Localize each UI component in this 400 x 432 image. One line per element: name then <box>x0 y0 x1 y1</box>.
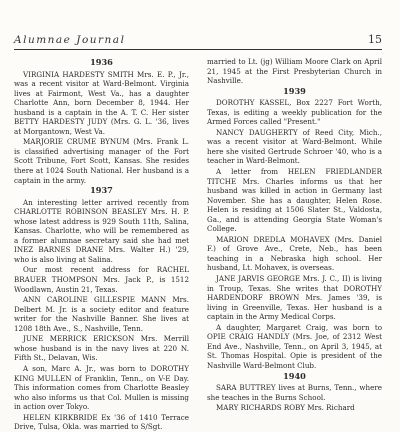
class-year-heading: 1940 <box>283 370 306 381</box>
alumnae-note: DOROTHY KASSEL, Box 2227 Fort Worth, Texas, is editing a weekly publication for the Armed Forces called "Present." <box>207 98 382 127</box>
page-header <box>14 26 382 46</box>
header-rule <box>14 49 382 50</box>
text-columns <box>14 57 388 432</box>
alumnae-note: MARY RICHARDS ROBY Mrs. Richard <box>216 403 355 413</box>
alumnae-note-continued: married to Lt. (jg) William Moore Clark on April 21, 1945 at the First Presbyterian Church in Nashville. <box>207 57 382 86</box>
page-number: 15 <box>368 33 382 46</box>
alumnae-note: A son, Marc A. Jr., was born to DOROTHY KING MULLEN of Franklin, Tenn., on V-E Day. This information comes from Charlotte Beasley who also informs us that Col. Mullen is missing in action over Tokyo. <box>14 363 189 412</box>
class-year-heading: 1936 <box>90 57 113 67</box>
alumnae-note: MARJORIE CRUME BYNUM (Mrs. Frank L. is classified advertising manager of the Fort Scott Tribune, Fort Scott, Kansas. She resides there at 1024 South National. Her husband is a captain in the army. <box>14 137 189 185</box>
alumnae-note: HELEN KIRKBRIDE Ex '36 of 1410 Terrace Drive, Tulsa, Okla. was married to S/Sgt. <box>14 412 189 432</box>
alumnae-note: VIRGINIA HARDESTY SMITH Mrs. E. P., Jr., was a recent visitor at Ward-Belmont. Virginia lives at Fairmont, West Va., has a daughter Charlotte Ann, born December 8, 1944. Her husband is a captain in the A. T. C. Her sister BETTY HARDESTY JUDY (Mrs. G. L. '36, lives at Morgantown, West Va. <box>14 69 189 136</box>
left-column <box>14 57 189 432</box>
alumnae-note: SARA BUTTREY lives at Burns, Tenn., where she teaches in the Burns School. <box>207 383 382 402</box>
class-year-heading: 1939 <box>283 85 306 96</box>
alumnae-note: JUNE MERRICK ERICKSON Mrs. Merrill whose husband is in the navy lives at 220 N. Fifth St., Delavan, Wis. <box>14 334 189 363</box>
journal-title: Alumnae Journal <box>14 34 126 46</box>
alumnae-note: A daughter, Margaret Craig, was born to OPIE CRAIG HANDLY (Mrs. Joe, of 2312 West End Ave., Nashville, Tenn., on April 3, 1945, at St. Thomas Hospital. Opie is president of the Nashville Ward-Belmont Club. <box>207 322 382 370</box>
alumnae-note: JANE JARVIS GEORGE Mrs. J. C., II) is living in Troup, Texas. She writes that DOROTHY HARDENDORF BROWN Mrs. James '39, is living in Greenville, Texas. Her husband is a captain in the Army Medical Corps. <box>207 274 382 322</box>
alumnae-note: Our most recent address for RACHEL BRAUER THOMPSON Mrs. Jack P., is 1512 Woodlawn, Austin 21, Texas. <box>14 265 189 294</box>
alumnae-note: A letter from HELEN FRIEDLANDER TITCHE Mrs. Charles informs us that her husband was killed in action in Germany last November. She has a daughter, Helen Rose. Helen is residing at 1506 Slater St., Valdosta, Ga., and is attending Georgia State Woman's College. <box>207 167 382 234</box>
right-column <box>207 57 382 413</box>
alumnae-note: ANN CAROLINE GILLESPIE MANN Mrs. Delbert M. Jr. is a society editor and feature writer for the Nashville Banner. She lives at 1208 18th Ave., S., Nashville, Tenn. <box>14 295 189 333</box>
class-year-heading: 1937 <box>90 185 113 196</box>
alumnae-note: NANCY DAUGHERTY of Reed City, Mich., was a recent visitor at Ward-Belmont. While here she visited Gertrude Schroer '40, who is a teacher in Ward-Belmont. <box>207 127 382 166</box>
alumnae-note: MARION DREDLA MOHAVEX (Mrs. Daniel F.) of Grove Ave., Crete, Neb., has been teaching in a Nebraska high school. Her husband, Lt. Mohavex, is overseas. <box>207 234 382 273</box>
alumnae-note: An interesting letter arrived recently from CHARLOTTE ROBINSON BEASLEY Mrs. H. P. whose latest address is 929 South 11th, Salina, Kansas. Charlotte, who will be remembered as a former alumnae secretary said she had met INEZ BARNES DRANE Mrs. Walter H.) '29, who is also living at Salina. <box>14 197 189 264</box>
